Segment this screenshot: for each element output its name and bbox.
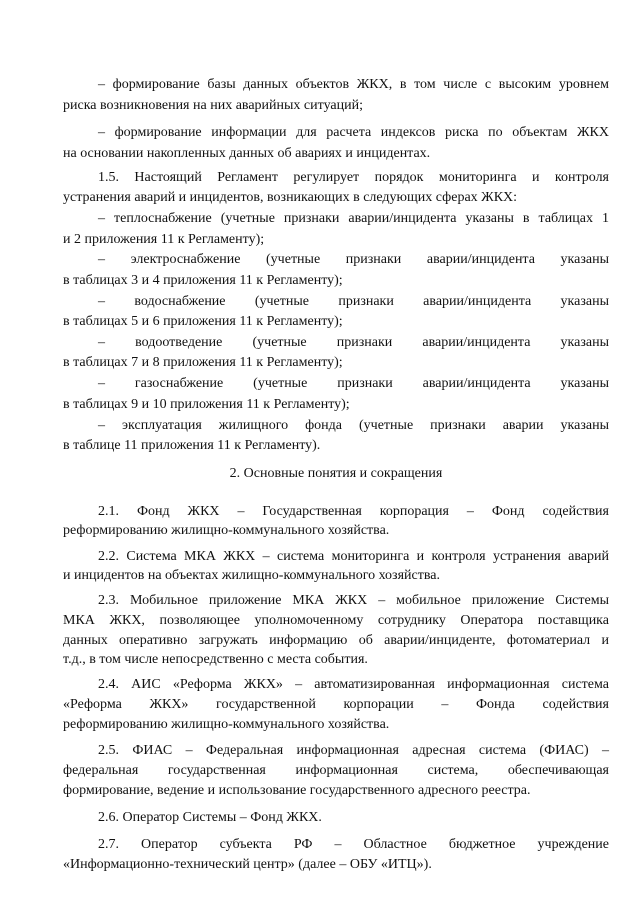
paragraph-line: 1.5. Настоящий Регламент регулирует порядок мониторинга и контроля <box>98 170 609 185</box>
paragraph-line: устранения аварий и инцидентов, возникающих в следующих сферах ЖКХ: <box>63 190 518 205</box>
paragraph-line: – формирование базы данных объектов ЖКХ, в том числе с высоким уровнем <box>98 77 609 92</box>
paragraph-line: МКА ЖКХ, позволяющее уполномоченному сотруднику Оператора поставщика <box>63 613 609 628</box>
list-item-line: в таблицах 5 и 6 приложения 11 к Регламенту); <box>63 314 343 329</box>
paragraph-line: 2.6. Оператор Системы – Фонд ЖКХ. <box>98 810 322 825</box>
paragraph-line: федеральная государственная информационная система, обеспечивающая <box>63 763 609 778</box>
paragraph-line: реформированию жилищно-коммунального хозяйства. <box>63 523 390 538</box>
list-item-line: в таблицах 7 и 8 приложения 11 к Регламенту); <box>63 355 343 370</box>
paragraph-line: на основании накопленных данных об авариях и инцидентах. <box>63 146 431 161</box>
paragraph-line: риска возникновения на них аварийных ситуаций; <box>63 98 363 113</box>
list-item-line: – эксплуатация жилищного фонда (учетные признаки аварии указаны <box>98 418 609 433</box>
paragraph-line: – формирование информации для расчета индексов риска по объектам ЖКХ <box>98 125 609 140</box>
paragraph-line: 2.5. ФИАС – Федеральная информационная адресная система (ФИАС) – <box>98 743 609 758</box>
paragraph-line: 2.4. АИС «Реформа ЖКХ» – автоматизированная информационная система <box>98 677 609 692</box>
paragraph-line: и инцидентов на объектах жилищно-коммунального хозяйства. <box>63 568 440 583</box>
paragraph-line: реформированию жилищно-коммунального хозяйства. <box>63 717 390 732</box>
paragraph-line: 2.2. Система МКА ЖКХ – система мониторинга и контроля устранения аварий <box>98 549 609 564</box>
list-item-line: в таблицах 3 и 4 приложения 11 к Регламенту); <box>63 273 343 288</box>
paragraph-line: «Информационно-технический центр» (далее – ОБУ «ИТЦ»). <box>63 857 432 872</box>
paragraph-line: т.д., в том числе непосредственно с места события. <box>63 652 368 667</box>
list-item-line: – водоснабжение (учетные признаки аварии/инцидента указаны <box>98 294 609 309</box>
paragraph-line: формирование, ведение и использование государственного адресного реестра. <box>63 783 531 798</box>
list-item-line: и 2 приложения 11 к Регламенту); <box>63 232 265 247</box>
list-item-line: – водоотведение (учетные признаки аварии/инцидента указаны <box>98 335 609 350</box>
list-item-line: в таблицах 9 и 10 приложения 11 к Регламенту); <box>63 397 350 412</box>
list-item-line: в таблице 11 приложения 11 к Регламенту). <box>63 438 321 453</box>
paragraph-line: данных оперативно загружать информацию об аварии/инциденте, фотоматериал и <box>63 633 609 648</box>
list-item-line: – теплоснабжение (учетные признаки аварии/инцидента указаны в таблицах 1 <box>98 211 609 226</box>
paragraph-line: «Реформа ЖКХ» государственной корпорации – Фонда содействия <box>63 697 609 712</box>
list-item-line: – газоснабжение (учетные признаки аварии/инцидента указаны <box>98 376 609 391</box>
paragraph-line: 2.3. Мобильное приложение МКА ЖКХ – мобильное приложение Системы <box>98 593 609 608</box>
list-item-line: – электроснабжение (учетные признаки аварии/инцидента указаны <box>98 252 609 267</box>
paragraph-line: 2.1. Фонд ЖКХ – Государственная корпорация – Фонд содействия <box>98 504 609 519</box>
paragraph-line: 2.7. Оператор субъекта РФ – Областное бюджетное учреждение <box>98 837 609 852</box>
section-heading: 2. Основные понятия и сокращения <box>229 466 443 481</box>
